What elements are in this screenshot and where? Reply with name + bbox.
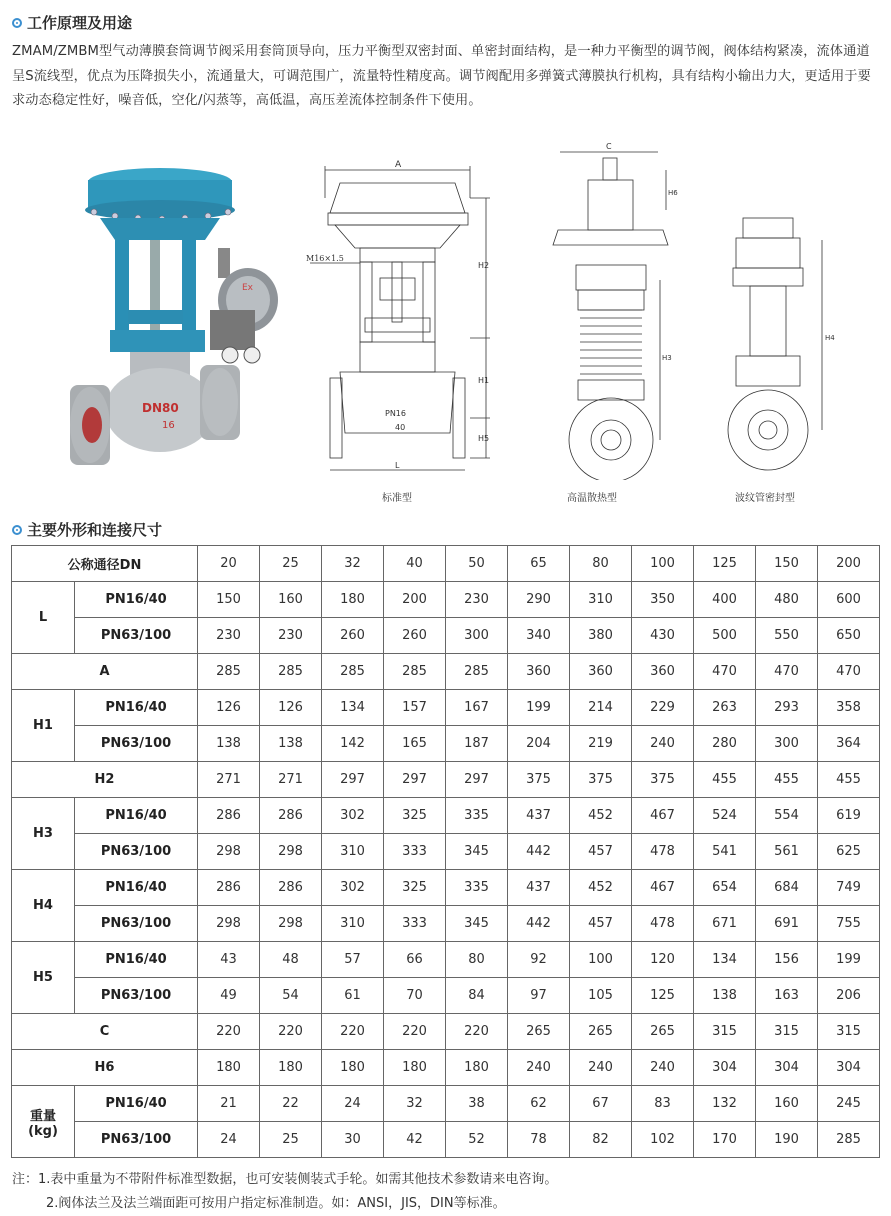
dim-h5-label: H5 bbox=[478, 434, 490, 443]
value-cell: 199 bbox=[508, 690, 570, 726]
note-2: 2.阀体法兰及法兰端面距可按用户指定标准制造。如：ANSI，JIS，DIN等标准。 bbox=[46, 1196, 506, 1211]
value-cell: 452 bbox=[570, 870, 632, 906]
value-cell: 42 bbox=[384, 1122, 446, 1158]
value-cell: 457 bbox=[570, 834, 632, 870]
dn-cell: 32 bbox=[322, 546, 384, 582]
table-row bbox=[12, 978, 880, 1014]
dn-cell: 50 bbox=[446, 546, 508, 582]
value-cell: 455 bbox=[756, 762, 818, 798]
value-cell: 82 bbox=[570, 1122, 632, 1158]
value-cell: 286 bbox=[260, 870, 322, 906]
value-cell: 78 bbox=[508, 1122, 570, 1158]
dn-cell: 25 bbox=[260, 546, 322, 582]
sub-label: PN63/100 bbox=[75, 834, 198, 870]
value-cell: 219 bbox=[570, 726, 632, 762]
value-cell: 49 bbox=[198, 978, 260, 1014]
value-cell: 437 bbox=[508, 798, 570, 834]
value-cell: 350 bbox=[632, 582, 694, 618]
value-cell: 467 bbox=[632, 798, 694, 834]
dim-h2-label: H2 bbox=[478, 261, 490, 270]
value-cell: 430 bbox=[632, 618, 694, 654]
value-cell: 500 bbox=[694, 618, 756, 654]
value-cell: 240 bbox=[508, 1050, 570, 1086]
sub-label: PN63/100 bbox=[75, 726, 198, 762]
value-cell: 315 bbox=[818, 1014, 880, 1050]
sub-label: PN16/40 bbox=[75, 1086, 198, 1122]
value-cell: 600 bbox=[818, 582, 880, 618]
value-cell: 138 bbox=[260, 726, 322, 762]
dim-l-label: L bbox=[395, 461, 400, 470]
value-cell: 360 bbox=[632, 654, 694, 690]
value-cell: 298 bbox=[260, 906, 322, 942]
section-title-text: 工作原理及用途 bbox=[27, 14, 133, 32]
value-cell: 180 bbox=[384, 1050, 446, 1086]
value-cell: 340 bbox=[508, 618, 570, 654]
circle-bullet-icon bbox=[12, 18, 22, 28]
value-cell: 180 bbox=[260, 1050, 322, 1086]
value-cell: 134 bbox=[694, 942, 756, 978]
value-cell: 315 bbox=[694, 1014, 756, 1050]
table-row bbox=[12, 582, 880, 618]
value-cell: 204 bbox=[508, 726, 570, 762]
value-cell: 200 bbox=[384, 582, 446, 618]
value-cell: 333 bbox=[384, 906, 446, 942]
value-cell: 80 bbox=[446, 942, 508, 978]
value-cell: 293 bbox=[756, 690, 818, 726]
value-cell: 187 bbox=[446, 726, 508, 762]
notes bbox=[12, 1168, 557, 1216]
value-cell: 25 bbox=[260, 1122, 322, 1158]
value-cell: 190 bbox=[756, 1122, 818, 1158]
thread-label: M16×1.5 bbox=[306, 254, 344, 263]
value-cell: 286 bbox=[260, 798, 322, 834]
value-cell: 220 bbox=[322, 1014, 384, 1050]
value-cell: 325 bbox=[384, 870, 446, 906]
value-cell: 138 bbox=[694, 978, 756, 1014]
value-cell: 199 bbox=[818, 942, 880, 978]
value-cell: 315 bbox=[756, 1014, 818, 1050]
value-cell: 625 bbox=[818, 834, 880, 870]
dn-cell: 100 bbox=[632, 546, 694, 582]
dn-cell: 40 bbox=[384, 546, 446, 582]
value-cell: 265 bbox=[632, 1014, 694, 1050]
value-cell: 240 bbox=[570, 1050, 632, 1086]
dim-c-label: C bbox=[606, 142, 612, 151]
group-label: H4 bbox=[12, 870, 75, 942]
value-cell: 100 bbox=[570, 942, 632, 978]
value-cell: 310 bbox=[570, 582, 632, 618]
value-cell: 214 bbox=[570, 690, 632, 726]
table-header-row bbox=[12, 546, 880, 582]
sub-label: PN16/40 bbox=[75, 798, 198, 834]
value-cell: 102 bbox=[632, 1122, 694, 1158]
value-cell: 285 bbox=[198, 654, 260, 690]
value-cell: 105 bbox=[570, 978, 632, 1014]
value-cell: 160 bbox=[756, 1086, 818, 1122]
value-cell: 142 bbox=[322, 726, 384, 762]
sub-label: PN16/40 bbox=[75, 690, 198, 726]
value-cell: 691 bbox=[756, 906, 818, 942]
section-title-dimensions bbox=[12, 519, 162, 540]
group-label: C bbox=[12, 1014, 198, 1050]
value-cell: 180 bbox=[198, 1050, 260, 1086]
value-cell: 290 bbox=[508, 582, 570, 618]
value-cell: 220 bbox=[446, 1014, 508, 1050]
note-1: 注：1.表中重量为不带附件标准型数据，也可安装侧装式手轮。如需其他技术参数请来电咨询。 bbox=[12, 1172, 558, 1187]
group-label: H3 bbox=[12, 798, 75, 870]
value-cell: 285 bbox=[260, 654, 322, 690]
value-cell: 298 bbox=[260, 834, 322, 870]
value-cell: 285 bbox=[818, 1122, 880, 1158]
table-row bbox=[12, 762, 880, 798]
value-cell: 160 bbox=[260, 582, 322, 618]
value-cell: 271 bbox=[198, 762, 260, 798]
value-cell: 54 bbox=[260, 978, 322, 1014]
value-cell: 265 bbox=[570, 1014, 632, 1050]
value-cell: 335 bbox=[446, 870, 508, 906]
group-label: H2 bbox=[12, 762, 198, 798]
value-cell: 120 bbox=[632, 942, 694, 978]
value-cell: 671 bbox=[694, 906, 756, 942]
sub-label: PN63/100 bbox=[75, 906, 198, 942]
value-cell: 125 bbox=[632, 978, 694, 1014]
value-cell: 297 bbox=[384, 762, 446, 798]
value-cell: 561 bbox=[756, 834, 818, 870]
value-cell: 24 bbox=[198, 1122, 260, 1158]
value-cell: 57 bbox=[322, 942, 384, 978]
circle-bullet-icon bbox=[12, 525, 22, 535]
dn-cell: 20 bbox=[198, 546, 260, 582]
value-cell: 32 bbox=[384, 1086, 446, 1122]
standard-type-drawing bbox=[300, 158, 500, 478]
table-row bbox=[12, 1122, 880, 1158]
table-row bbox=[12, 942, 880, 978]
value-cell: 260 bbox=[322, 618, 384, 654]
value-cell: 333 bbox=[384, 834, 446, 870]
value-cell: 180 bbox=[322, 582, 384, 618]
value-cell: 61 bbox=[322, 978, 384, 1014]
figures-area bbox=[0, 140, 891, 510]
value-cell: 240 bbox=[632, 1050, 694, 1086]
caption-high-temp: 高温散热型 bbox=[567, 493, 617, 504]
value-cell: 302 bbox=[322, 798, 384, 834]
value-cell: 265 bbox=[508, 1014, 570, 1050]
value-cell: 263 bbox=[694, 690, 756, 726]
header-label: 公称通径DN bbox=[12, 546, 198, 582]
value-cell: 126 bbox=[198, 690, 260, 726]
section-title-principle bbox=[12, 12, 132, 33]
value-cell: 271 bbox=[260, 762, 322, 798]
bellows-type-drawing bbox=[718, 210, 838, 480]
value-cell: 83 bbox=[632, 1086, 694, 1122]
value-cell: 66 bbox=[384, 942, 446, 978]
value-cell: 358 bbox=[818, 690, 880, 726]
value-cell: 360 bbox=[570, 654, 632, 690]
value-cell: 30 bbox=[322, 1122, 384, 1158]
group-label: A bbox=[12, 654, 198, 690]
value-cell: 157 bbox=[384, 690, 446, 726]
value-cell: 467 bbox=[632, 870, 694, 906]
value-cell: 240 bbox=[632, 726, 694, 762]
value-cell: 345 bbox=[446, 834, 508, 870]
value-cell: 84 bbox=[446, 978, 508, 1014]
table-row bbox=[12, 1014, 880, 1050]
table-row bbox=[12, 726, 880, 762]
value-cell: 457 bbox=[570, 906, 632, 942]
value-cell: 92 bbox=[508, 942, 570, 978]
value-cell: 310 bbox=[322, 906, 384, 942]
value-cell: 97 bbox=[508, 978, 570, 1014]
value-cell: 297 bbox=[446, 762, 508, 798]
value-cell: 286 bbox=[198, 798, 260, 834]
value-cell: 62 bbox=[508, 1086, 570, 1122]
value-cell: 67 bbox=[570, 1086, 632, 1122]
caption-bellows: 波纹管密封型 bbox=[735, 493, 795, 504]
group-label: H1 bbox=[12, 690, 75, 762]
value-cell: 21 bbox=[198, 1086, 260, 1122]
value-cell: 470 bbox=[694, 654, 756, 690]
value-cell: 298 bbox=[198, 834, 260, 870]
section-title-text: 主要外形和连接尺寸 bbox=[27, 521, 163, 539]
value-cell: 304 bbox=[756, 1050, 818, 1086]
dim-h4-label: H4 bbox=[825, 334, 835, 342]
table-row bbox=[12, 798, 880, 834]
dn-cell: 80 bbox=[570, 546, 632, 582]
dimensions-table bbox=[11, 545, 880, 1158]
group-label: H6 bbox=[12, 1050, 198, 1086]
high-temp-type-drawing bbox=[548, 140, 678, 480]
value-cell: 619 bbox=[818, 798, 880, 834]
value-cell: 180 bbox=[446, 1050, 508, 1086]
sub-label: PN63/100 bbox=[75, 618, 198, 654]
value-cell: 150 bbox=[198, 582, 260, 618]
value-cell: 170 bbox=[694, 1122, 756, 1158]
value-cell: 43 bbox=[198, 942, 260, 978]
value-cell: 230 bbox=[198, 618, 260, 654]
ex-mark: Ex bbox=[242, 283, 254, 293]
table-row bbox=[12, 1050, 880, 1086]
sub-label: PN16/40 bbox=[75, 582, 198, 618]
value-cell: 684 bbox=[756, 870, 818, 906]
value-cell: 304 bbox=[694, 1050, 756, 1086]
dim-a-label: A bbox=[395, 160, 402, 170]
value-cell: 206 bbox=[818, 978, 880, 1014]
value-cell: 230 bbox=[446, 582, 508, 618]
value-cell: 163 bbox=[756, 978, 818, 1014]
value-cell: 298 bbox=[198, 906, 260, 942]
table-row bbox=[12, 870, 880, 906]
value-cell: 229 bbox=[632, 690, 694, 726]
value-cell: 455 bbox=[694, 762, 756, 798]
dn-label: 40 bbox=[395, 423, 406, 432]
dn-cell: 125 bbox=[694, 546, 756, 582]
dim-h6-label: H6 bbox=[668, 189, 678, 197]
valve-dn-mark: DN80 bbox=[142, 401, 179, 415]
value-cell: 52 bbox=[446, 1122, 508, 1158]
description-paragraph: ZMAM/ZMBM型气动薄膜套筒调节阀采用套筒顶导向，压力平衡型双密封面、单密封面结构，是一种力平衡型的调节阀，阀体结构紧凑，流体通道呈S流线型，优点为压降损失小，流通量大，可调范围广，流量特性精度高。调节阀配用多弹簧式薄膜执行机构，具有结构小输出力大，更适用于要求动态稳定性好，噪音低，空化/闪蒸等，高低温，高压差流体控制条件下使用。 bbox=[12, 44, 871, 108]
value-cell: 220 bbox=[260, 1014, 322, 1050]
dim-h3-label: H3 bbox=[662, 354, 672, 362]
value-cell: 375 bbox=[570, 762, 632, 798]
sub-label: PN63/100 bbox=[75, 1122, 198, 1158]
value-cell: 24 bbox=[322, 1086, 384, 1122]
value-cell: 285 bbox=[446, 654, 508, 690]
caption-standard: 标准型 bbox=[382, 493, 412, 504]
value-cell: 345 bbox=[446, 906, 508, 942]
dn-cell: 200 bbox=[818, 546, 880, 582]
value-cell: 167 bbox=[446, 690, 508, 726]
value-cell: 180 bbox=[322, 1050, 384, 1086]
value-cell: 280 bbox=[694, 726, 756, 762]
value-cell: 38 bbox=[446, 1086, 508, 1122]
value-cell: 230 bbox=[260, 618, 322, 654]
value-cell: 541 bbox=[694, 834, 756, 870]
value-cell: 478 bbox=[632, 906, 694, 942]
value-cell: 364 bbox=[818, 726, 880, 762]
table-row bbox=[12, 690, 880, 726]
value-cell: 455 bbox=[818, 762, 880, 798]
value-cell: 70 bbox=[384, 978, 446, 1014]
value-cell: 480 bbox=[756, 582, 818, 618]
group-label: H5 bbox=[12, 942, 75, 1014]
valve-photo bbox=[70, 160, 285, 480]
value-cell: 650 bbox=[818, 618, 880, 654]
value-cell: 470 bbox=[818, 654, 880, 690]
value-cell: 22 bbox=[260, 1086, 322, 1122]
value-cell: 310 bbox=[322, 834, 384, 870]
value-cell: 132 bbox=[694, 1086, 756, 1122]
table-row bbox=[12, 906, 880, 942]
value-cell: 442 bbox=[508, 834, 570, 870]
value-cell: 437 bbox=[508, 870, 570, 906]
dim-h1-label: H1 bbox=[478, 376, 490, 385]
value-cell: 478 bbox=[632, 834, 694, 870]
value-cell: 220 bbox=[384, 1014, 446, 1050]
dn-cell: 65 bbox=[508, 546, 570, 582]
sub-label: PN16/40 bbox=[75, 942, 198, 978]
value-cell: 48 bbox=[260, 942, 322, 978]
group-label: 重量 (kg) bbox=[12, 1086, 75, 1158]
sub-label: PN63/100 bbox=[75, 978, 198, 1014]
value-cell: 165 bbox=[384, 726, 446, 762]
value-cell: 524 bbox=[694, 798, 756, 834]
value-cell: 245 bbox=[818, 1086, 880, 1122]
value-cell: 470 bbox=[756, 654, 818, 690]
sub-label: PN16/40 bbox=[75, 870, 198, 906]
value-cell: 126 bbox=[260, 690, 322, 726]
value-cell: 297 bbox=[322, 762, 384, 798]
valve-pn-mark: 16 bbox=[162, 420, 175, 431]
table-row bbox=[12, 1086, 880, 1122]
value-cell: 325 bbox=[384, 798, 446, 834]
value-cell: 755 bbox=[818, 906, 880, 942]
value-cell: 554 bbox=[756, 798, 818, 834]
value-cell: 304 bbox=[818, 1050, 880, 1086]
value-cell: 360 bbox=[508, 654, 570, 690]
value-cell: 400 bbox=[694, 582, 756, 618]
value-cell: 442 bbox=[508, 906, 570, 942]
table-row bbox=[12, 654, 880, 690]
value-cell: 452 bbox=[570, 798, 632, 834]
value-cell: 138 bbox=[198, 726, 260, 762]
value-cell: 335 bbox=[446, 798, 508, 834]
value-cell: 156 bbox=[756, 942, 818, 978]
value-cell: 286 bbox=[198, 870, 260, 906]
value-cell: 749 bbox=[818, 870, 880, 906]
value-cell: 285 bbox=[322, 654, 384, 690]
value-cell: 654 bbox=[694, 870, 756, 906]
value-cell: 285 bbox=[384, 654, 446, 690]
value-cell: 300 bbox=[446, 618, 508, 654]
value-cell: 550 bbox=[756, 618, 818, 654]
value-cell: 300 bbox=[756, 726, 818, 762]
value-cell: 260 bbox=[384, 618, 446, 654]
table-row bbox=[12, 834, 880, 870]
value-cell: 220 bbox=[198, 1014, 260, 1050]
value-cell: 380 bbox=[570, 618, 632, 654]
pn-label: PN16 bbox=[385, 409, 406, 418]
value-cell: 134 bbox=[322, 690, 384, 726]
value-cell: 302 bbox=[322, 870, 384, 906]
group-label: L bbox=[12, 582, 75, 654]
value-cell: 375 bbox=[632, 762, 694, 798]
value-cell: 375 bbox=[508, 762, 570, 798]
table-row bbox=[12, 618, 880, 654]
dn-cell: 150 bbox=[756, 546, 818, 582]
